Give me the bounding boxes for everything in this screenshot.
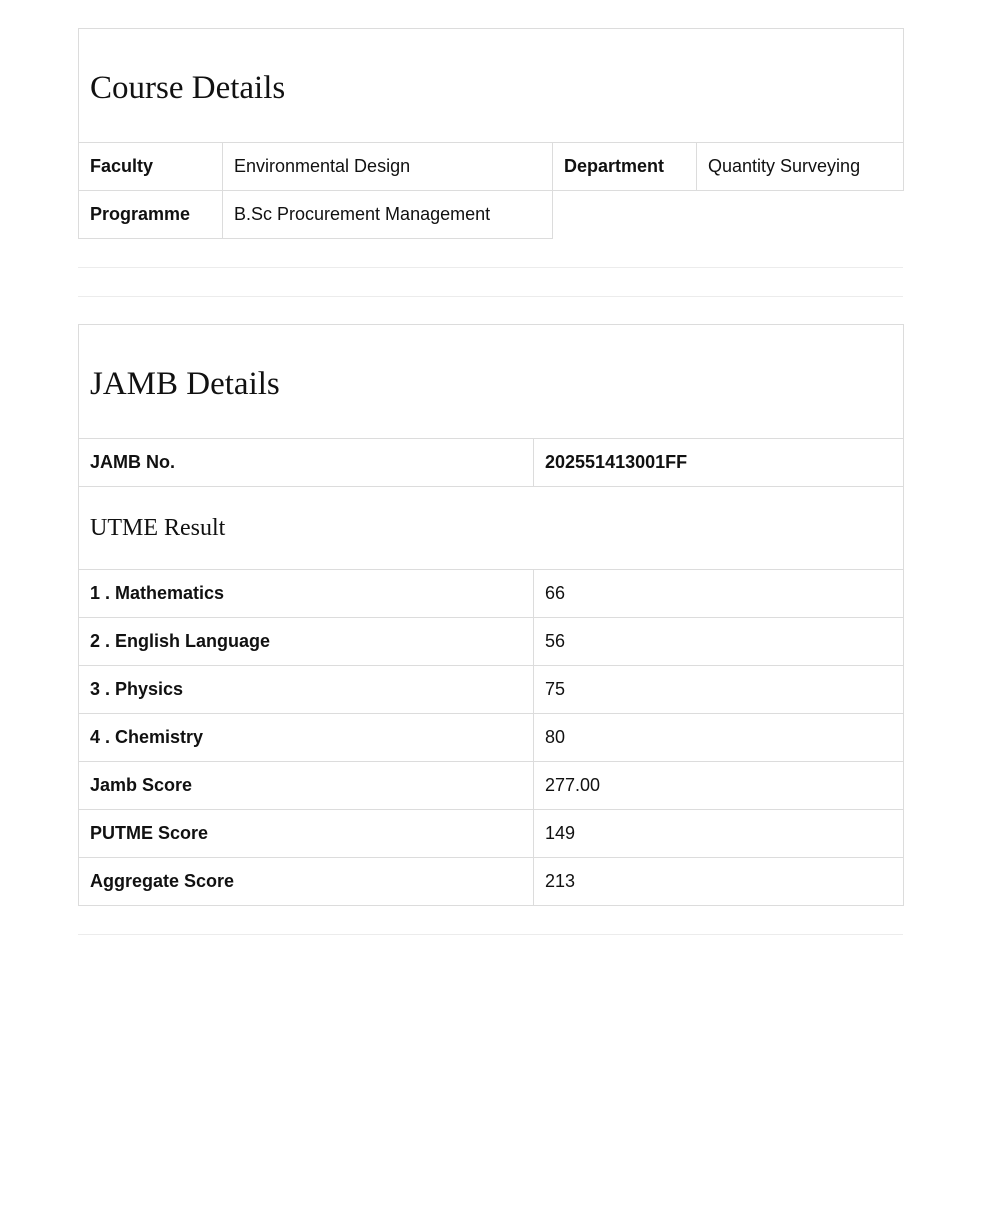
- table-row: [79, 666, 904, 714]
- divider: [78, 267, 903, 268]
- putme-score-value: 149: [534, 810, 904, 858]
- subject-score: 56: [534, 618, 904, 666]
- course-details-heading: Course Details: [79, 29, 904, 143]
- jamb-details-table: [78, 324, 904, 906]
- department-value: Quantity Surveying: [697, 143, 904, 191]
- subject-label: 1 . Mathematics: [79, 570, 534, 618]
- table-row: [79, 858, 904, 906]
- course-details-table: [78, 28, 904, 239]
- utme-result-heading: UTME Result: [79, 487, 904, 570]
- jamb-details-heading: JAMB Details: [79, 325, 904, 439]
- divider: [78, 934, 903, 935]
- putme-score-label: PUTME Score: [79, 810, 534, 858]
- empty-cell: [553, 191, 904, 239]
- faculty-value: Environmental Design: [223, 143, 553, 191]
- table-row: [79, 191, 904, 239]
- programme-value: B.Sc Procurement Management: [223, 191, 553, 239]
- subject-label: 4 . Chemistry: [79, 714, 534, 762]
- faculty-label: Faculty: [79, 143, 223, 191]
- divider: [78, 296, 903, 297]
- table-row: [79, 618, 904, 666]
- subject-label: 2 . English Language: [79, 618, 534, 666]
- jamb-no-label: JAMB No.: [79, 439, 534, 487]
- subject-score: 66: [534, 570, 904, 618]
- aggregate-score-value: 213: [534, 858, 904, 906]
- jamb-score-value: 277.00: [534, 762, 904, 810]
- table-row: [79, 439, 904, 487]
- table-row: [79, 143, 904, 191]
- programme-label: Programme: [79, 191, 223, 239]
- subject-score: 75: [534, 666, 904, 714]
- table-row: [79, 810, 904, 858]
- aggregate-score-label: Aggregate Score: [79, 858, 534, 906]
- subject-label: 3 . Physics: [79, 666, 534, 714]
- jamb-score-label: Jamb Score: [79, 762, 534, 810]
- page: [78, 28, 903, 935]
- table-row: [79, 762, 904, 810]
- table-row: [79, 570, 904, 618]
- subject-score: 80: [534, 714, 904, 762]
- jamb-no-value: 202551413001FF: [534, 439, 904, 487]
- department-label: Department: [553, 143, 697, 191]
- table-row: [79, 714, 904, 762]
